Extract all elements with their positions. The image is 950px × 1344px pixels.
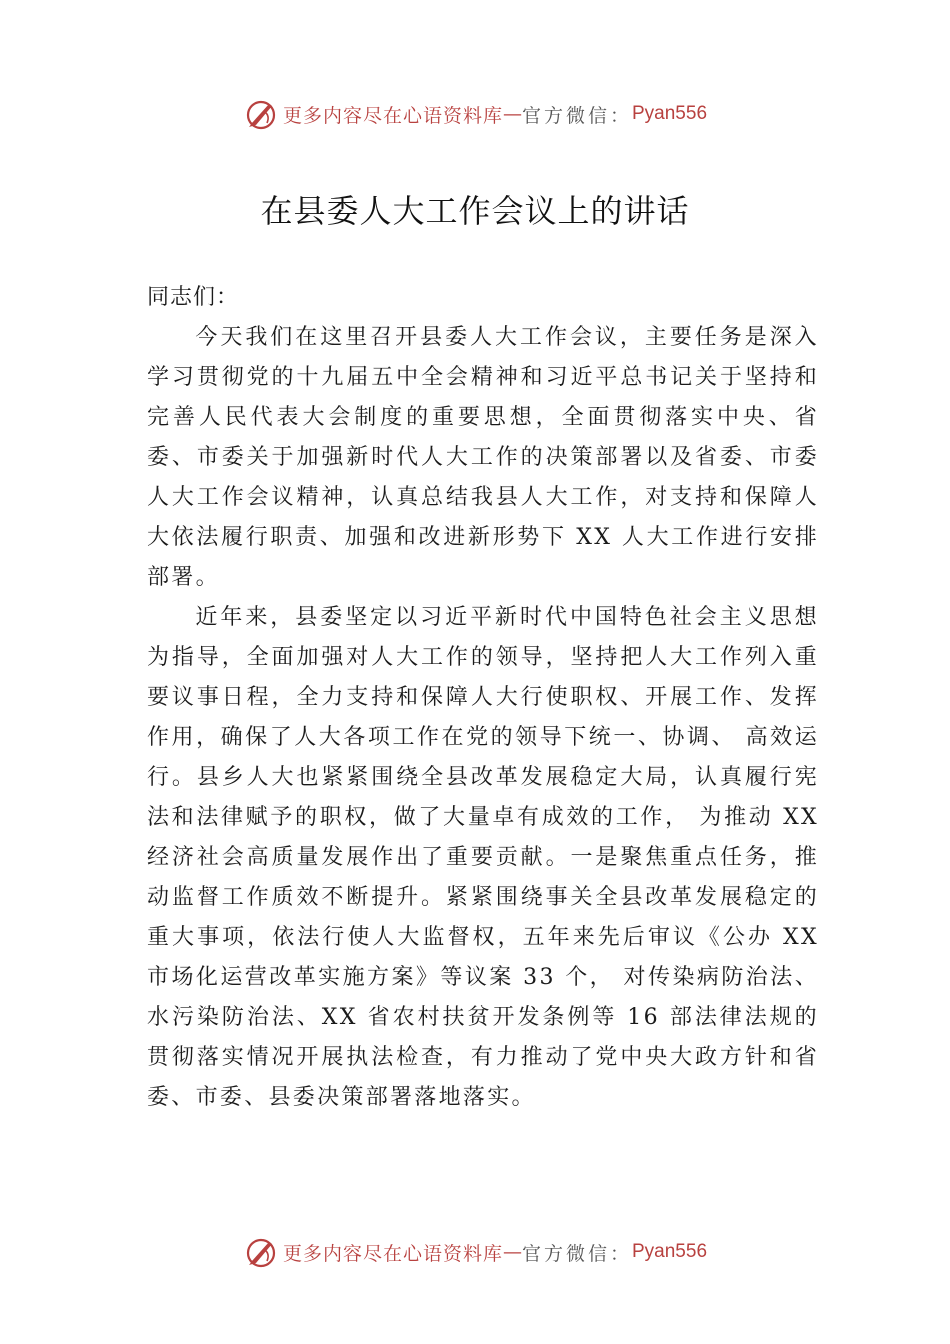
document-body	[147, 278, 819, 1118]
banner-brand-text: 更多内容尽在心语资料库	[282, 104, 503, 127]
banner-separator: —	[502, 103, 522, 125]
banner-separator: —	[502, 1241, 522, 1263]
paragraph-2: 近年来，县委坚定以习近平新时代中国特色社会主义思想为指导，全面加强对人大工作的领导，坚持把人大工作列入重要议事日程，全力支持和保障人大行使职权、开展工作、发挥作用，确保了人大各项工作在党的领导下统一、协调、 高效运行。县乡人大也紧紧围绕全县改革发展稳定大局，认真履行宪法和法律赋予的职权，做了大量卓有成效的工作， 为推动 XX 经济社会高质量发展作出了重要贡献。一是聚焦重点任务，推动监督工作质效不断提升。紧紧围绕事关全县改革发展稳定的重大事项，依法行使人大监督权，五年来先后审议《公办 XX 市场化运营改革实施方案》等议案 33 个， 对传染病防治法、水污染防治法、XX 省农村扶贫开发条例等 16 部法律法规的贯彻落实情况开展执法检查，有力推动了党中央大政方针和省委、市委、县委决策部署落地落实。	[147, 605, 819, 1110]
pen-quill-logo-icon	[243, 1234, 279, 1270]
document-title: 在县委人大工作会议上的讲话	[260, 192, 690, 230]
banner-official-label: 官方微信：	[521, 104, 632, 127]
footer-banner	[0, 1232, 950, 1272]
header-banner	[0, 94, 950, 134]
banner-wechat-id: Pyan556	[632, 1241, 708, 1262]
banner-wechat-id: Pyan556	[632, 103, 708, 124]
banner-official-label: 官方微信：	[521, 1242, 632, 1265]
banner-brand-text: 更多内容尽在心语资料库	[282, 1242, 503, 1265]
pen-quill-logo-icon	[243, 96, 279, 132]
salutation: 同志们：	[147, 285, 240, 310]
paragraph-1: 今天我们在这里召开县委人大工作会议，主要任务是深入学习贯彻党的十九届五中全会精神和习近平总书记关于坚持和完善人民代表大会制度的重要思想，全面贯彻落实中央、省委、市委关于加强新时代人大工作的决策部署以及省委、市委人大工作会议精神，认真总结我县人大工作，对支持和保障人大依法履行职责、加强和改进新形势下 XX 人大工作进行安排部署。	[147, 325, 819, 590]
